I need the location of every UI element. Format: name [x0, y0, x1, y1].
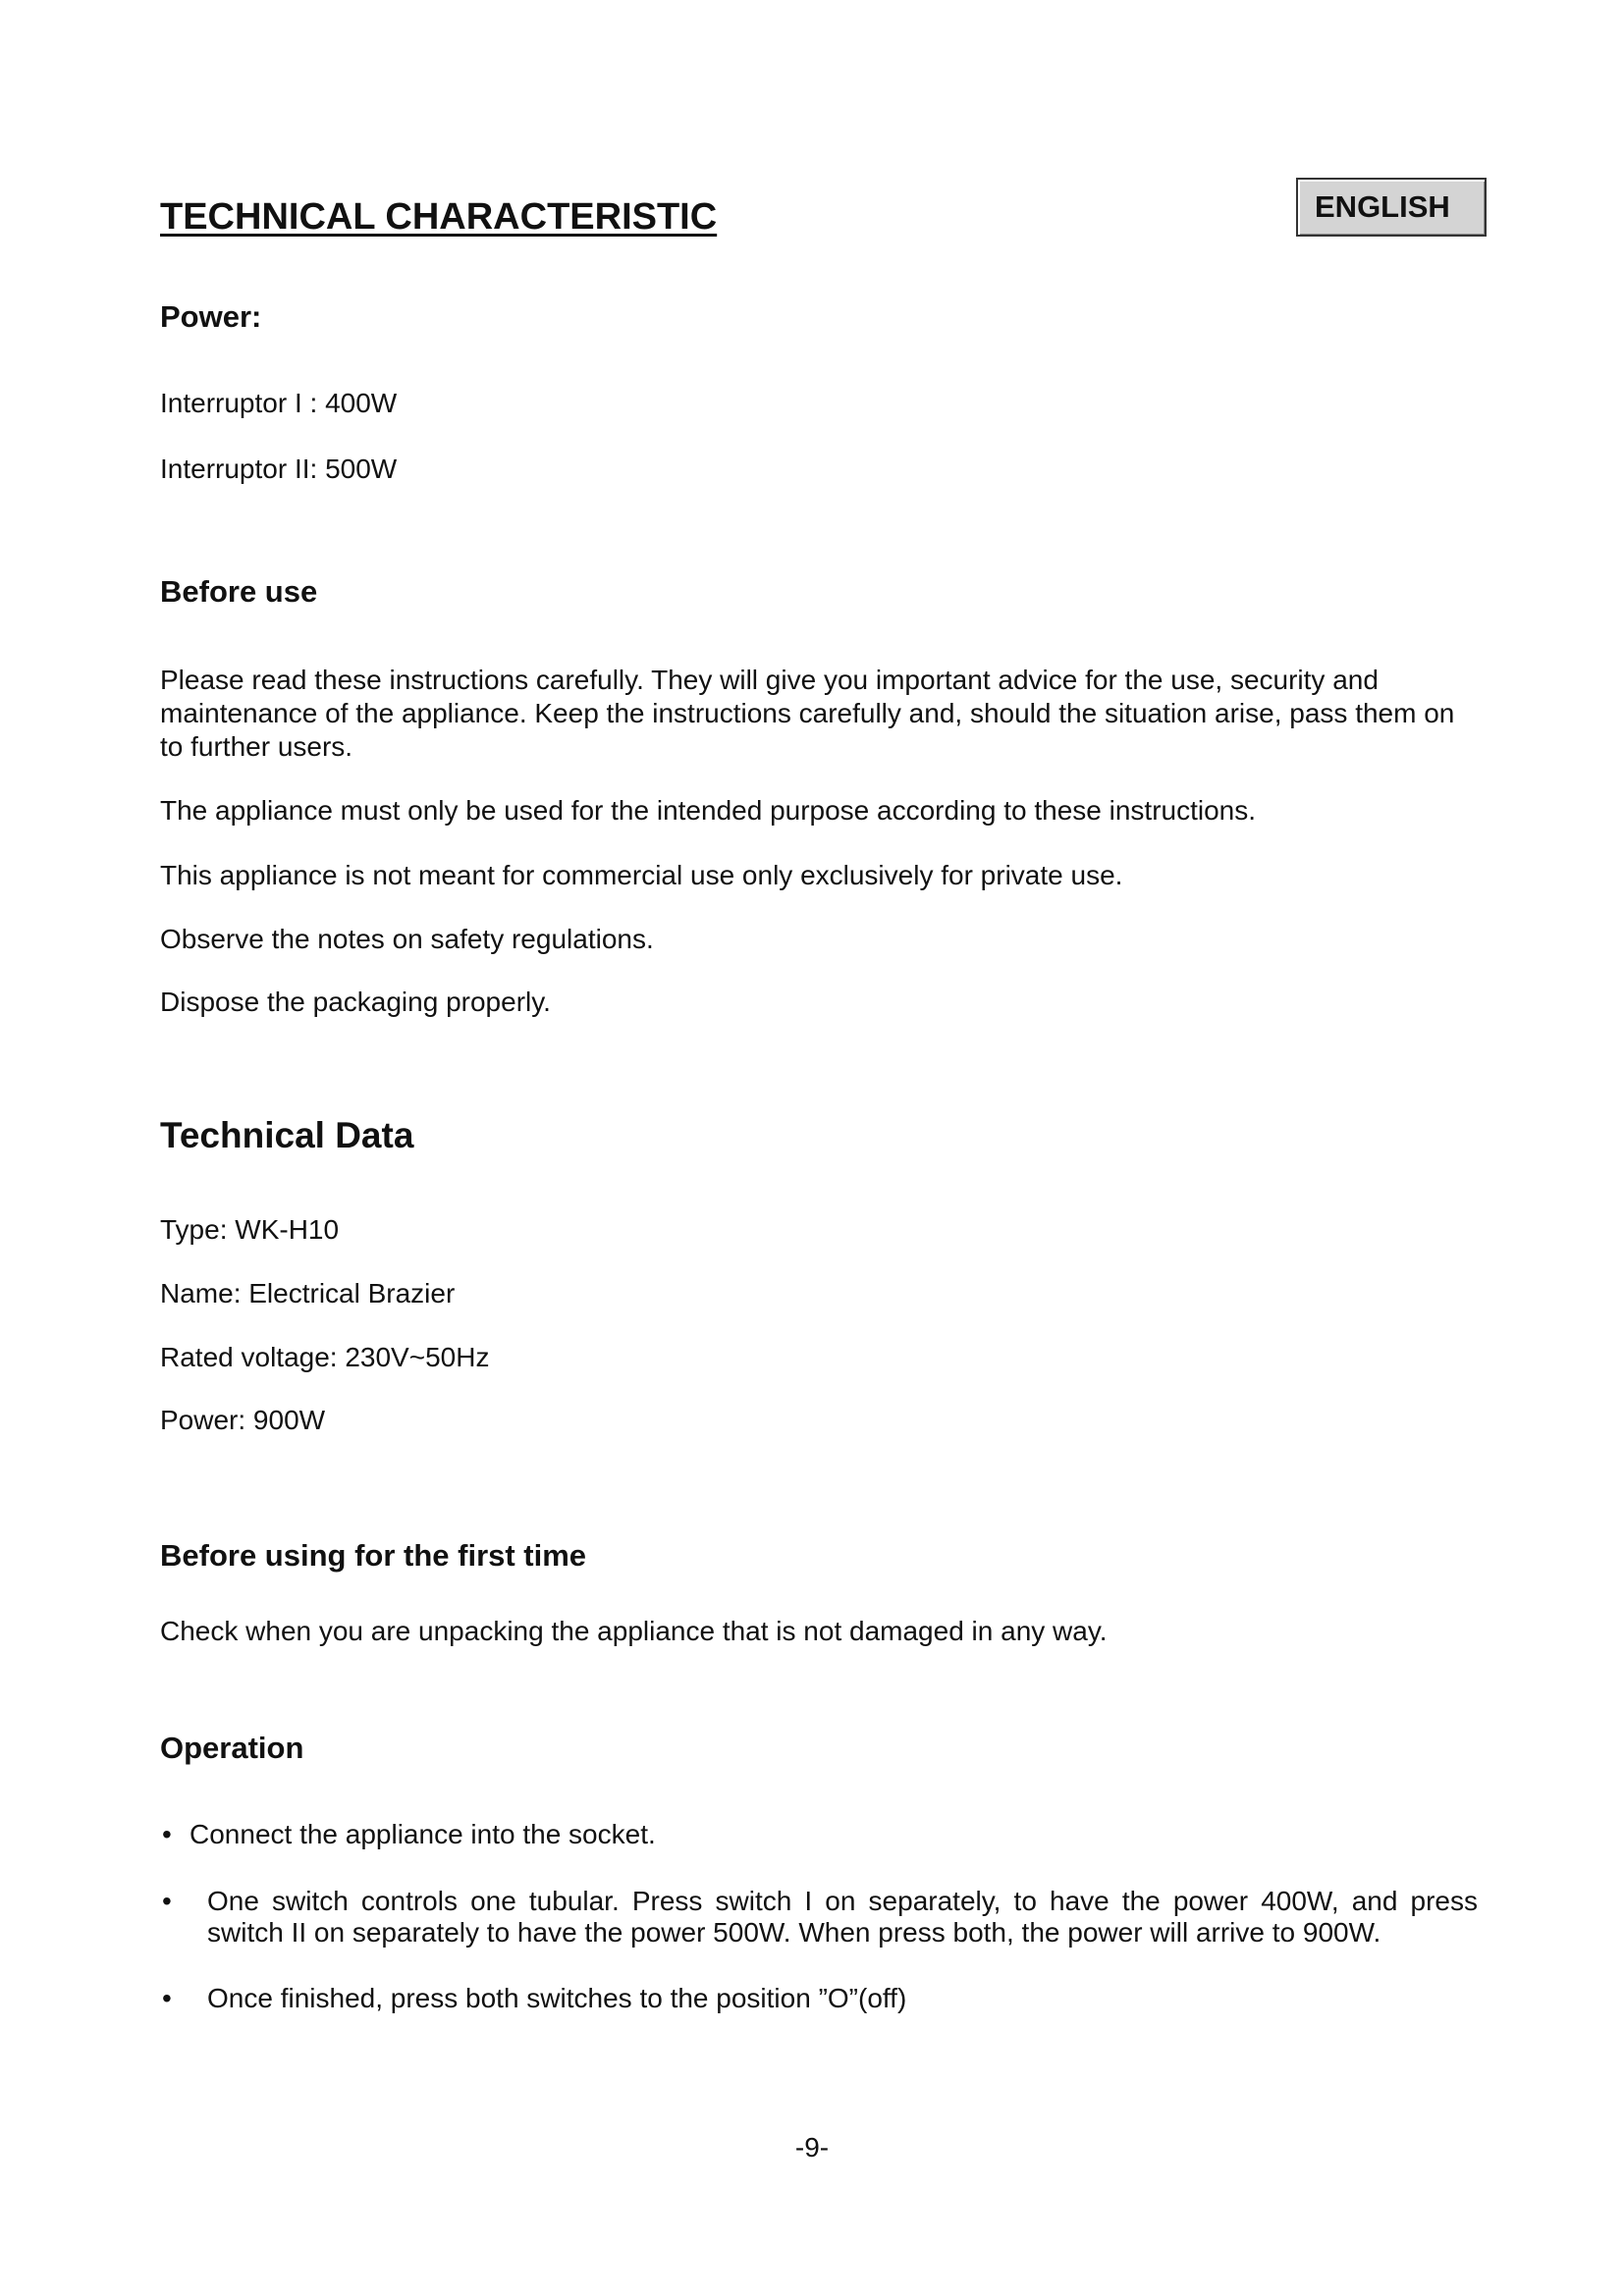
operation-item-1: Connect the appliance into the socket. — [189, 1819, 656, 1849]
tech-power: Power: 900W — [160, 1405, 326, 1435]
power-line-1: Interruptor I : 400W — [160, 388, 398, 418]
before-use-heading: Before use — [160, 574, 318, 609]
page-title: TECHNICAL CHARACTERISTIC — [160, 196, 718, 238]
power-line-2: Interruptor II: 500W — [160, 454, 398, 484]
before-use-paragraph-2: The appliance must only be used for the intended purpose according to these instructions. — [160, 795, 1257, 826]
operation-item-3: Once finished, press both switches to the position ”O”(off) — [207, 1983, 907, 2013]
power-heading: Power: — [160, 299, 262, 334]
operation-heading: Operation — [160, 1731, 304, 1765]
before-use-paragraph-3: This appliance is not meant for commercial use only exclusively for private use. — [160, 860, 1123, 890]
first-time-text: Check when you are unpacking the appliance that is not damaged in any way. — [160, 1616, 1108, 1646]
page-number: -9- — [794, 2132, 830, 2163]
bullet-icon: • — [162, 1886, 172, 1916]
technical-data-heading: Technical Data — [160, 1115, 414, 1155]
before-use-paragraph-4: Observe the notes on safety regulations. — [160, 924, 654, 954]
first-time-heading: Before using for the first time — [160, 1538, 587, 1573]
tech-type: Type: WK-H10 — [160, 1214, 340, 1245]
before-use-paragraph-1: Please read these instructions carefully. They will give you important advice for the use, security and maintenance of the appliance. Keep the instructions carefully and, should the situation arise, pass them on to further users. — [160, 665, 1455, 762]
tech-name: Name: Electrical Brazier — [160, 1278, 456, 1308]
bullet-icon: • — [162, 1983, 172, 2013]
language-badge: ENGLISH — [1296, 178, 1487, 237]
tech-voltage: Rated voltage: 230V~50Hz — [160, 1342, 490, 1372]
before-use-paragraph-5: Dispose the packaging properly. — [160, 987, 551, 1017]
bullet-icon: • — [162, 1819, 172, 1849]
operation-item-2: One switch controls one tubular. Press switch I on separately, to have the power 400W, and press switch II on separately to have the power 500W. When press both, the power will arrive to 900W. — [207, 1886, 1478, 1948]
